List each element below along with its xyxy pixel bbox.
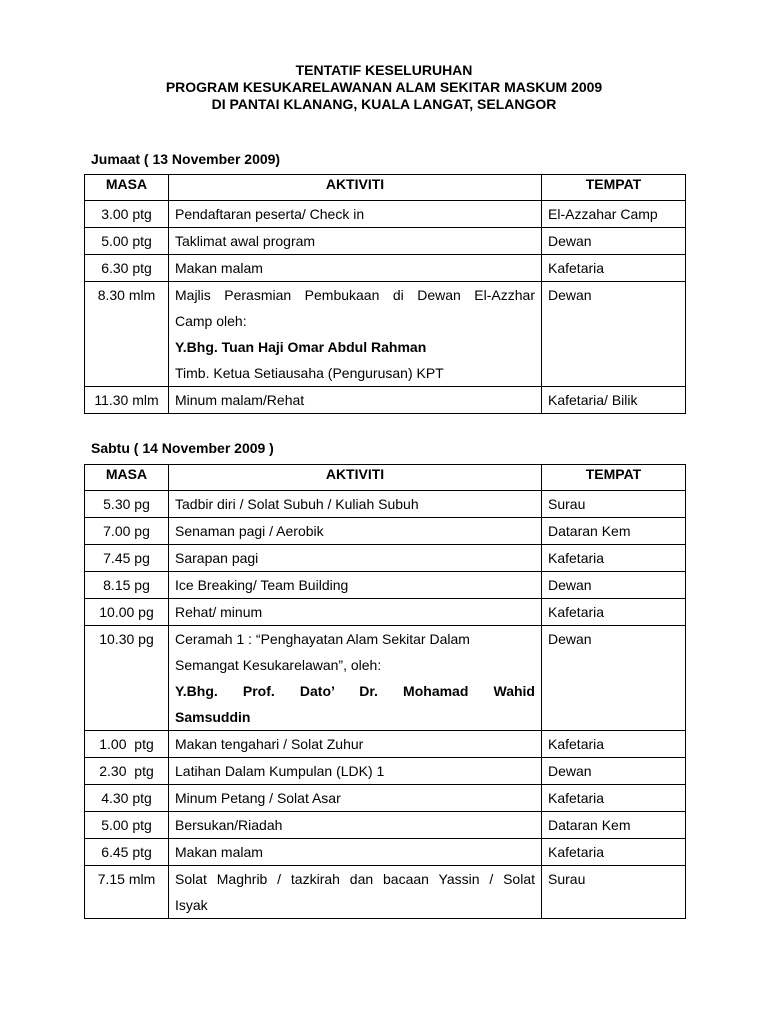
cell-masa: 10.30 pg [85, 626, 169, 731]
cell-tempat: Kafetaria [542, 731, 686, 758]
aktiviti-line: Ceramah 1 : “Penghayatan Alam Sekitar Dalam [175, 631, 470, 647]
cell-tempat: Kafetaria [542, 545, 686, 572]
column-header-aktiviti: AKTIVITI [169, 175, 542, 201]
cell-masa: 2.30 ptg [85, 758, 169, 785]
cell-aktiviti: Sarapan pagi [169, 545, 542, 572]
aktiviti-guest-name: Y.Bhg. Tuan Haji Omar Abdul Rahman [175, 339, 427, 355]
table-row [85, 572, 686, 599]
table-row [85, 866, 686, 919]
table-row [85, 758, 686, 785]
aktiviti-line: Isyak [175, 897, 208, 913]
cell-aktiviti: Bersukan/Riadah [169, 812, 542, 839]
cell-masa: 10.00 pg [85, 599, 169, 626]
cell-tempat: Kafetaria [542, 839, 686, 866]
column-header-masa: MASA [85, 175, 169, 201]
document-title [0, 62, 768, 113]
cell-tempat: Dewan [542, 758, 686, 785]
cell-masa: 7.00 pg [85, 518, 169, 545]
column-header-tempat: TEMPAT [542, 175, 686, 201]
cell-aktiviti: Ice Breaking/ Team Building [169, 572, 542, 599]
cell-aktiviti: Taklimat awal program [169, 228, 542, 255]
cell-aktiviti [169, 626, 542, 731]
cell-tempat: Surau [542, 491, 686, 518]
aktiviti-speaker-name-cont: Samsuddin [175, 709, 251, 725]
cell-masa: 8.15 pg [85, 572, 169, 599]
cell-aktiviti: Makan malam [169, 255, 542, 282]
title-line-3: DI PANTAI KLANANG, KUALA LANGAT, SELANGOR [211, 96, 557, 112]
table-row [85, 518, 686, 545]
cell-aktiviti [169, 866, 542, 919]
cell-masa: 6.30 ptg [85, 255, 169, 282]
cell-masa: 1.00 ptg [85, 731, 169, 758]
cell-aktiviti: Tadbir diri / Solat Subuh / Kuliah Subuh [169, 491, 542, 518]
cell-tempat: Kafetaria [542, 255, 686, 282]
table-row [85, 812, 686, 839]
table-row [85, 201, 686, 228]
cell-tempat: Dewan [542, 282, 686, 387]
column-header-tempat: TEMPAT [542, 465, 686, 491]
cell-aktiviti: Makan tengahari / Solat Zuhur [169, 731, 542, 758]
cell-aktiviti: Senaman pagi / Aerobik [169, 518, 542, 545]
cell-masa: 6.45 ptg [85, 839, 169, 866]
table-row [85, 228, 686, 255]
table-row [85, 839, 686, 866]
cell-masa: 3.00 ptg [85, 201, 169, 228]
table-row [85, 731, 686, 758]
cell-masa: 7.15 mlm [85, 866, 169, 919]
aktiviti-line: Majlis Perasmian Pembukaan di Dewan El-Azzhar [175, 287, 535, 303]
cell-tempat: Dewan [542, 228, 686, 255]
day2-heading: Sabtu ( 14 November 2009 ) [91, 440, 274, 456]
table-row [85, 599, 686, 626]
cell-masa: 5.00 ptg [85, 228, 169, 255]
day1-schedule-table [84, 174, 686, 414]
table-header-row [85, 175, 686, 201]
aktiviti-guest-title: Timb. Ketua Setiausaha (Pengurusan) KPT [175, 365, 444, 381]
title-line-2: PROGRAM KESUKARELAWANAN ALAM SEKITAR MASKUM 2009 [165, 79, 603, 95]
table-row [85, 282, 686, 387]
title-line-1: TENTATIF KESELURUHAN [295, 62, 473, 78]
cell-tempat: El-Azzahar Camp [542, 201, 686, 228]
cell-aktiviti: Latihan Dalam Kumpulan (LDK) 1 [169, 758, 542, 785]
aktiviti-line: Semangat Kesukarelawan”, oleh: [175, 657, 382, 673]
table-row [85, 545, 686, 572]
day1-heading: Jumaat ( 13 November 2009) [91, 151, 281, 167]
cell-tempat: Dewan [542, 572, 686, 599]
cell-tempat: Surau [542, 866, 686, 919]
aktiviti-line: Camp oleh: [175, 313, 247, 329]
cell-aktiviti: Pendaftaran peserta/ Check in [169, 201, 542, 228]
cell-aktiviti [169, 282, 542, 387]
table-row [85, 255, 686, 282]
aktiviti-speaker-name: Y.Bhg. Prof. Dato’ Dr. Mohamad Wahid [175, 683, 535, 699]
cell-tempat: Dewan [542, 626, 686, 731]
cell-aktiviti: Rehat/ minum [169, 599, 542, 626]
cell-tempat: Kafetaria/ Bilik [542, 387, 686, 414]
table-row [85, 626, 686, 731]
table-row [85, 387, 686, 414]
cell-masa: 11.30 mlm [85, 387, 169, 414]
column-header-masa: MASA [85, 465, 169, 491]
table-row [85, 491, 686, 518]
day2-schedule-table [84, 464, 686, 919]
cell-aktiviti: Makan malam [169, 839, 542, 866]
cell-tempat: Kafetaria [542, 599, 686, 626]
cell-masa: 4.30 ptg [85, 785, 169, 812]
cell-masa: 5.30 pg [85, 491, 169, 518]
cell-aktiviti: Minum malam/Rehat [169, 387, 542, 414]
cell-tempat: Dataran Kem [542, 518, 686, 545]
table-row [85, 785, 686, 812]
cell-masa: 8.30 mlm [85, 282, 169, 387]
column-header-aktiviti: AKTIVITI [169, 465, 542, 491]
cell-masa: 5.00 ptg [85, 812, 169, 839]
cell-aktiviti: Minum Petang / Solat Asar [169, 785, 542, 812]
cell-tempat: Dataran Kem [542, 812, 686, 839]
table-header-row [85, 465, 686, 491]
aktiviti-line: Solat Maghrib / tazkirah dan bacaan Yassin / Solat [175, 871, 535, 887]
cell-tempat: Kafetaria [542, 785, 686, 812]
cell-masa: 7.45 pg [85, 545, 169, 572]
